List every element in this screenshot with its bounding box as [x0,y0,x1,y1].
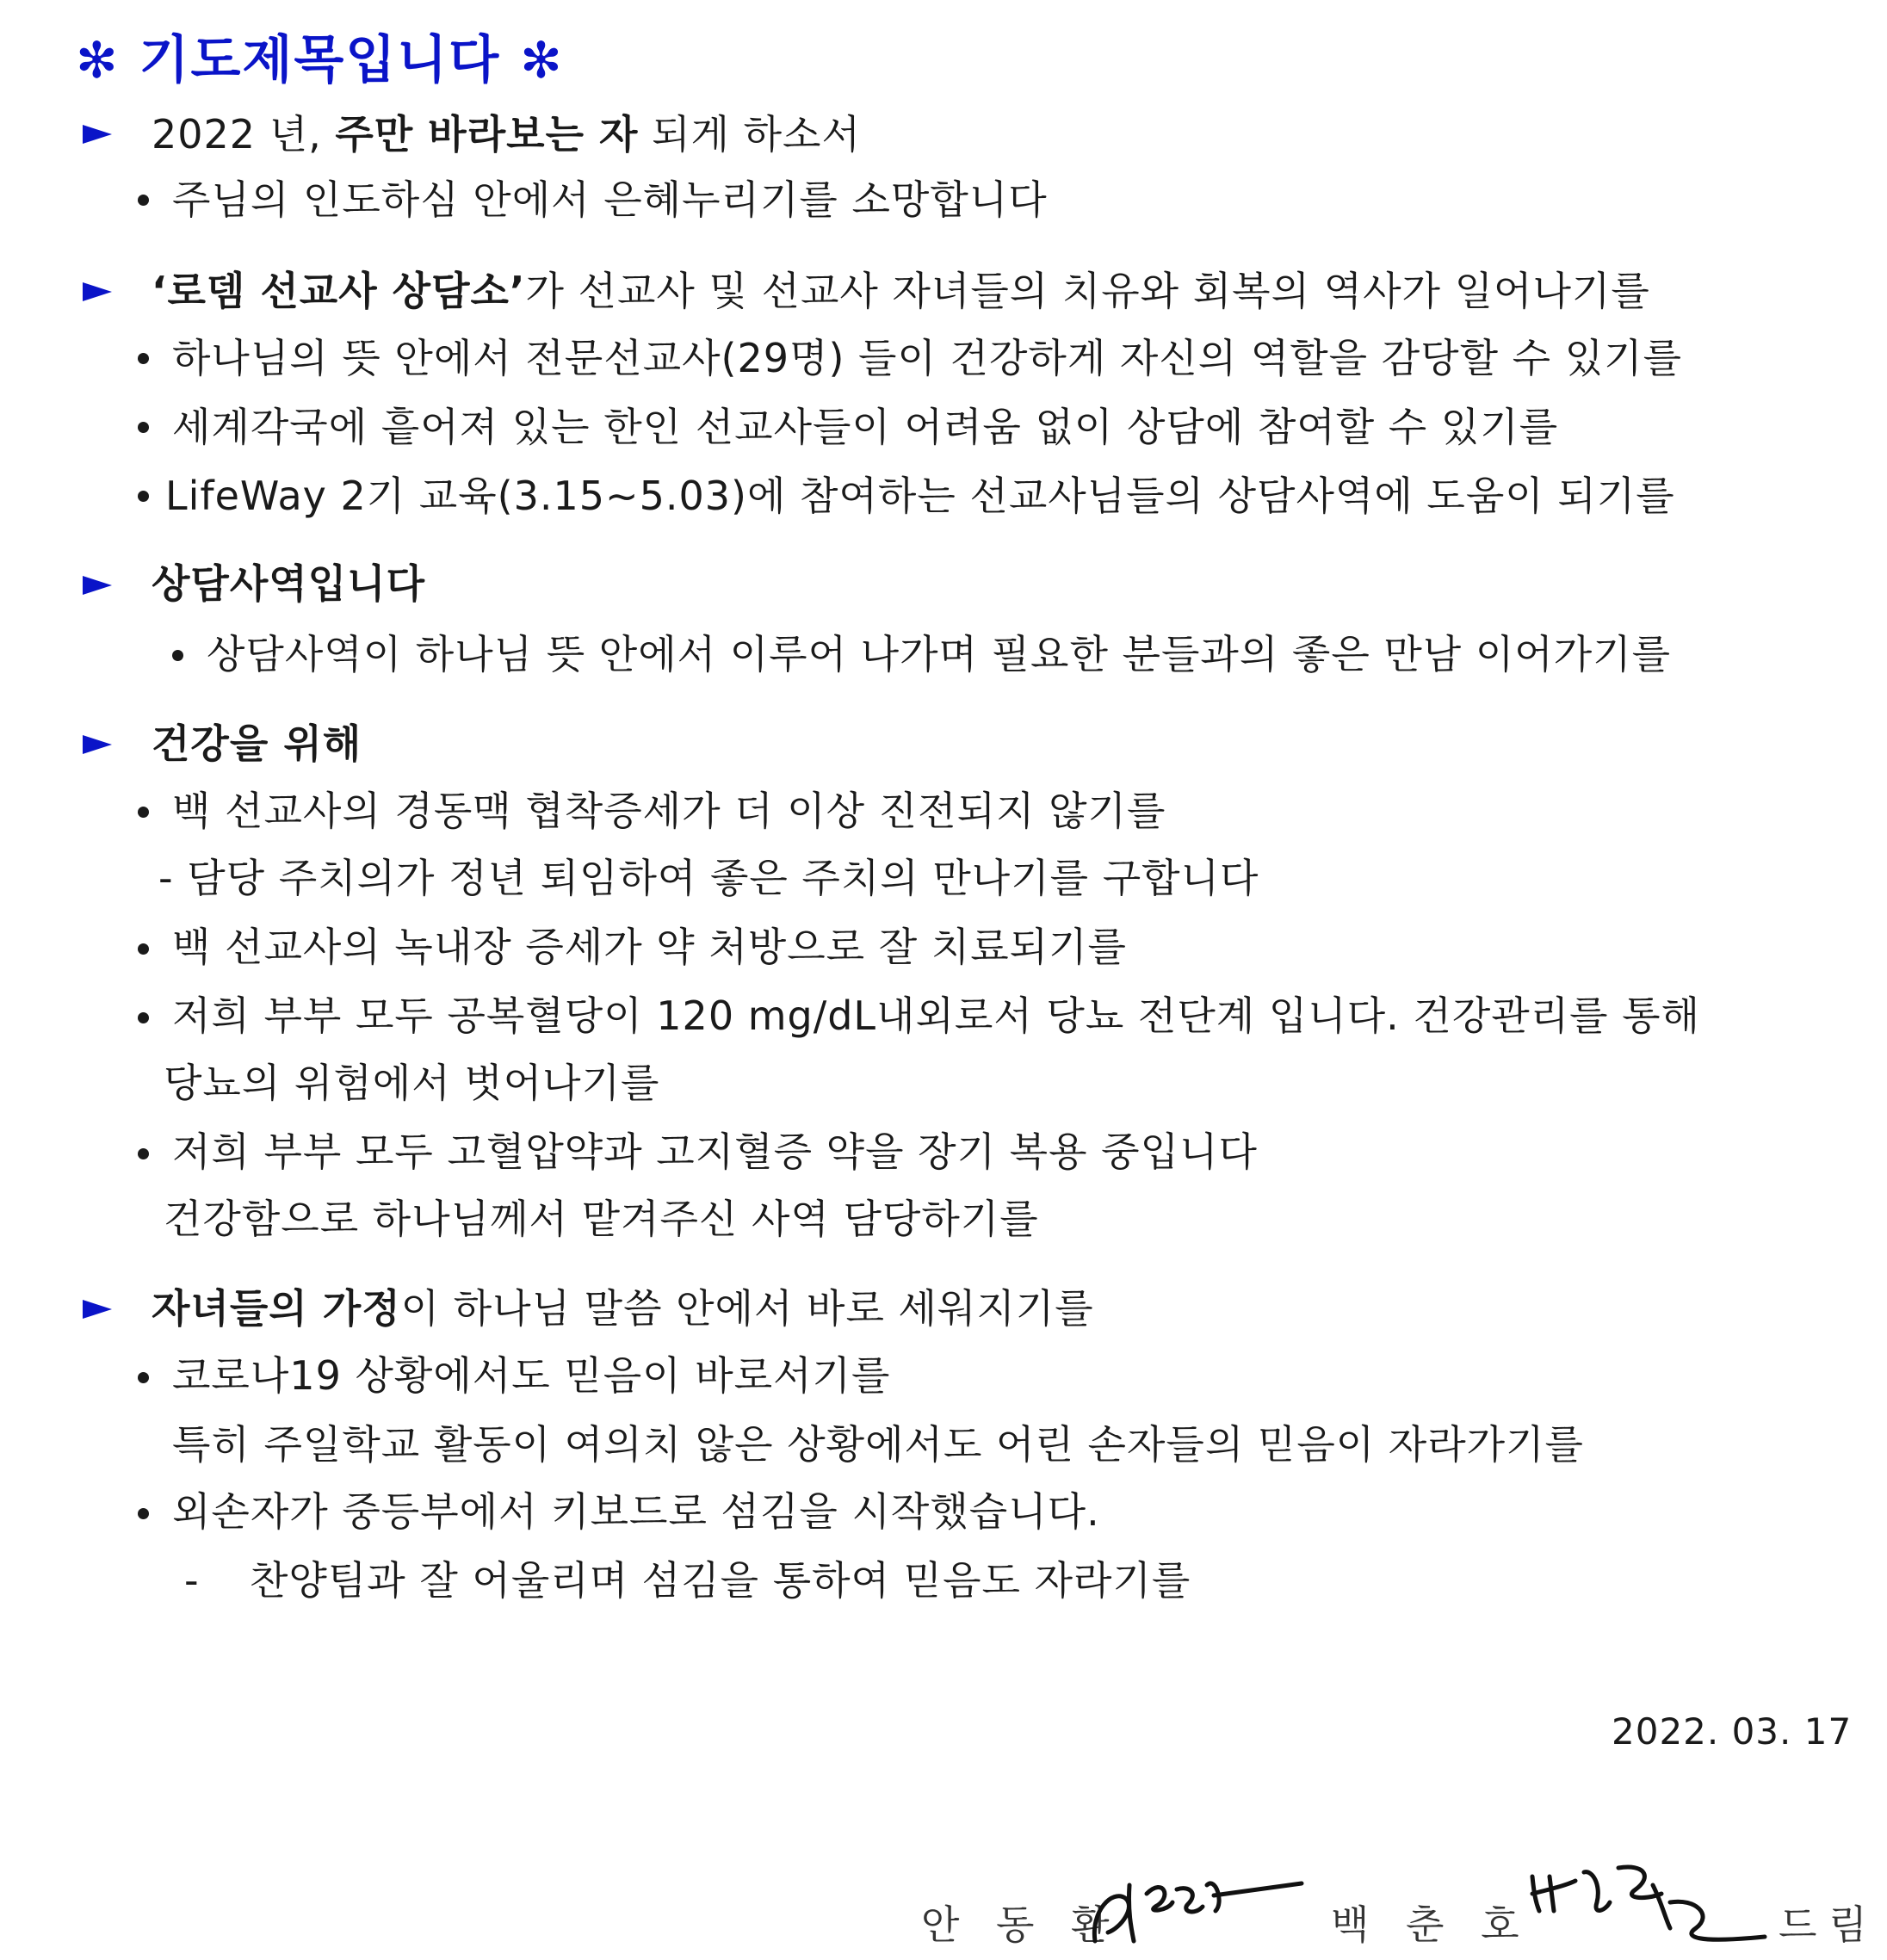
list-item: 외손자가 중등부에서 키보드로 섬김을 시작했습니다. [172,1488,1100,1535]
list-item: 백 선교사의 녹내장 증세가 약 처방으로 잘 치료되기를 [172,924,1127,970]
section-4-bold: 건강을 위해 [152,720,362,767]
asterisk-icon: ✻ [520,31,564,90]
bullet-icon [138,353,149,364]
page-title [76,19,564,93]
handwritten-signature-2 [1524,1851,1782,1954]
signer-name-1: 안 동 환 [921,1901,1122,1948]
list-item: 상담사역이 하나님 뜻 안에서 이루어 나가며 필요한 분들과의 좋은 만남 이어가기를 [207,631,1672,677]
title-text: 기도제목입니다 [139,30,501,90]
section-3-heading [152,558,425,609]
section-1-heading [152,108,861,160]
section-2-text: 가 선교사 및 선교사 자녀들의 치유와 회복의 역사가 일어나기를 [525,268,1650,314]
arrow-bullet-icon [83,735,112,754]
bullet-icon [138,1148,149,1159]
section-2-heading [152,265,1650,317]
list-item: 저희 부부 모두 공복혈당이 120 mg/dL내외로서 당뇨 전단계 입니다. 건강관리를 통해 [172,992,1701,1039]
asterisk-icon: ✻ [76,31,120,90]
section-1-text-b: 되게 하소서 [638,111,861,158]
section-1-bold: 주만 바라보는 자 [335,111,639,158]
section-5-text: 이 하나님 말씀 안에서 바로 세워지기를 [400,1285,1094,1332]
bullet-icon [138,1372,149,1383]
list-item-sub: 찬양팀과 잘 어울리며 섬김을 통하여 믿음도 자라기를 [250,1557,1191,1604]
closing-text: 드림 [1779,1901,1879,1948]
bullet-icon [138,807,149,818]
list-item: 주님의 인도하심 안에서 은혜누리기를 소망합니다 [172,176,1048,223]
list-item: 저희 부부 모두 고혈압약과 고지혈증 약을 장기 복용 중입니다 [172,1128,1258,1175]
list-item-continued: 건강함으로 하나님께서 맡겨주신 사역 담당하기를 [164,1196,1039,1242]
signer-name-2: 백 춘 호 [1331,1901,1531,1948]
list-item-continued: 특히 주일학교 활동이 여의치 않은 상황에서도 어린 손자들의 믿음이 자라가기를 [172,1421,1584,1468]
list-item: 하나님의 뜻 안에서 전문선교사(29명) 들이 건강하게 자신의 역할을 감당할 수 있기를 [172,335,1683,381]
handwritten-signature-1 [1086,1859,1310,1954]
section-5-bold: 자녀들의 가정 [152,1285,401,1332]
list-item-continued: 당뇨의 위험에서 벗어나기를 [164,1060,660,1106]
bullet-icon [138,1508,149,1519]
list-item: 세계각국에 흩어져 있는 한인 선교사들이 어려움 없이 상담에 참여할 수 있기를 [172,404,1559,450]
document-date: 2022. 03. 17 [1612,1710,1853,1753]
bullet-icon [138,1012,149,1023]
section-3-bold: 상담사역입니다 [152,560,426,607]
bullet-icon [138,491,149,502]
bullet-icon [138,943,149,955]
arrow-bullet-icon [83,1300,112,1319]
arrow-bullet-icon [83,125,112,144]
bullet-icon [138,195,149,206]
arrow-bullet-icon [83,576,112,595]
section-4-heading [152,718,362,770]
bullet-icon [172,650,183,661]
arrow-bullet-icon [83,282,112,301]
list-item-dash: - [184,1557,200,1604]
list-item-sub: - 담당 주치의가 정년 퇴임하여 좋은 주치의 만나기를 구합니다 [158,855,1259,901]
section-2-bold: ‘로뎀 선교사 상담소’ [152,268,526,314]
list-item: 코로나19 상황에서도 믿음이 바로서기를 [172,1352,891,1399]
list-item: LifeWay 2기 교육(3.15~5.03)에 참여하는 선교사님들의 상담사역에 도움이 되기를 [165,473,1675,519]
section-5-heading [152,1283,1094,1334]
list-item: 백 선교사의 경동맥 협착증세가 더 이상 진전되지 않기를 [172,788,1166,834]
bullet-icon [138,422,149,433]
section-1-text-a: 2022 년, [152,111,336,158]
